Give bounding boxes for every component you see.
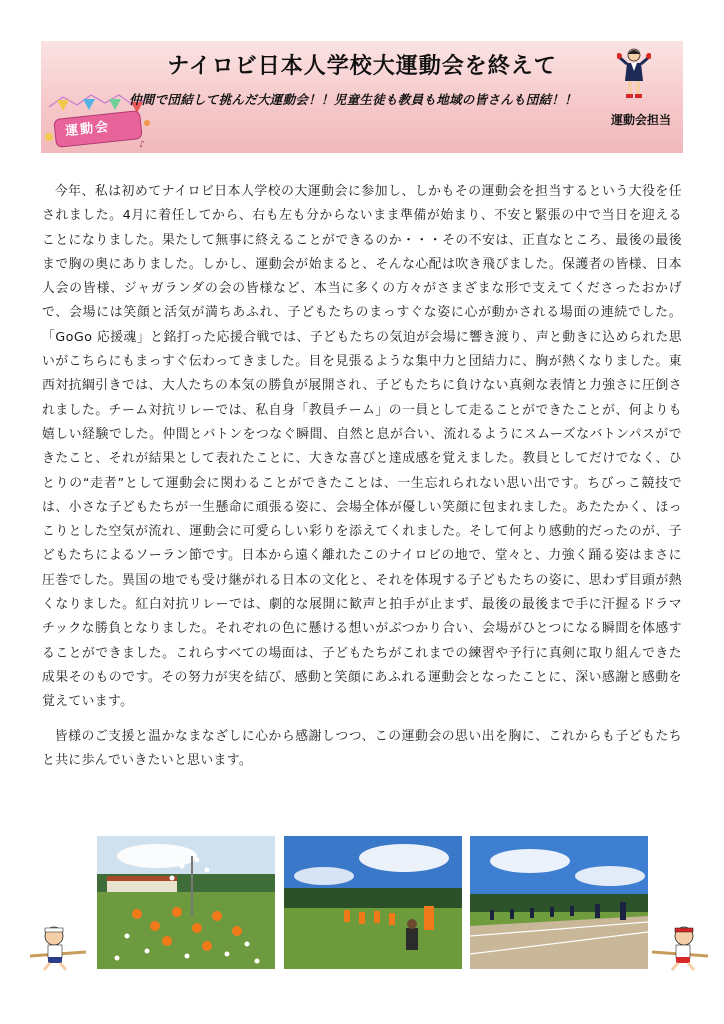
page-title: ナイロビ日本人学校大運動会を終えて bbox=[167, 54, 557, 79]
badge-label: 運動会 bbox=[64, 119, 111, 140]
tug-of-war-child-icon bbox=[652, 922, 708, 972]
svg-text:♪: ♪ bbox=[139, 140, 145, 150]
body-paragraph: 今年、私は初めてナイロビ日本人学校の大運動会に参加し、しかもその運動会を担当するという大役を任されました。4月に着任してから、右も左も分からないまま準備が始まり、不安と緊張の中で当日を迎えることになりました。果たして無事に終えることができるのか・・・その不安は、正直なところ、最後の最後まで胸の奥にありました。しかし、運動会が始まると、そんな心配は吹き飛びました。保護者の皆様、日本人会の皆様、ジャガランダの会の皆様など、本当に多くの方々がさまざまな形で支えてくださったおかげで、会場には笑顔と活気が満ちあふれ、子どもたちのまっすぐな姿に心が動かされる場面の連続でした。「GoGo 応援魂」と銘打った応援合戦では、子どもたちの気迫が会場に響き渡り、声と動きに込められた思いがこちらにもまっすぐ伝わってきました。目を見張るような集中力と団結力に、胸が熱くなりました。東西対抗綱引きでは、大人たちの本気の勝負が展開され、子どもたちに負けない真剣な表情と力強さに圧倒されました。チーム対抗リレーでは、私自身「教員チーム」の一員として走ることができたことが、何よりも嬉しい経験でした。仲間とバトンをつなぐ瞬間、自然と息が合い、流れるようにスムーズなバトンパスができたこと、それが結果として表れたことに、大きな喜びと達成感を覚えました。教員としてだけでなく、ひとりの“走者”として運動会に関わることができたことは、一生忘れられない思い出です。ちびっこ競技では、小さな子どもたちが一生懸命に頑張る姿に、会場全体が優しい笑顔に包まれました。あたたかく、ほっこりとした空気が流れ、運動会に可愛らしい彩りを添えてくれました。そして何より感動的だったのが、子どもたちによるソーラン節です。日本から遠く離れたこのナイロビの地で、堂々と、力強く踊る姿はまさに圧巻でした。異国の地でも受け継がれる日本の文化と、それを体現する子どもたちの姿に、思わず目頭が熱くなりました。紅白対抗リレーでは、劇的な展開に歓声と拍手が止まず、最後の最後まで手に汗握るドラマチックな勝負となりました。それぞれの色に懸ける想いがぶつかり合い、会場がひとつになる瞬間を体感することができました。これらすべての場面は、子どもたちがこれまでの練習や予行に真剣に取り組んできた成果そのものです。その努力が実を結び、感動と笑顔にあふれる運動会となったことに、深い感謝と感動を覚えています。 bbox=[42, 184, 682, 710]
author-label: 運動会担当 bbox=[610, 113, 671, 127]
subtitle: 仲間で団結して挑んだ大運動会！！児童生徒も教員も地域の皆さんも団結！！ bbox=[129, 92, 578, 107]
photo-relay-track bbox=[470, 836, 648, 969]
header-banner bbox=[41, 41, 683, 153]
photo-ball-toss bbox=[97, 836, 275, 969]
photo-field-game bbox=[284, 836, 462, 969]
cheerleader-icon bbox=[617, 47, 651, 99]
article-body bbox=[42, 180, 682, 783]
tug-of-war-child-icon bbox=[30, 922, 86, 972]
body-paragraph: 皆様のご支援と温かなまなざしに心から感謝しつつ、この運動会の思い出を胸に、これからも子どもたちと共に歩んでいきたいと思います。 bbox=[42, 728, 682, 768]
